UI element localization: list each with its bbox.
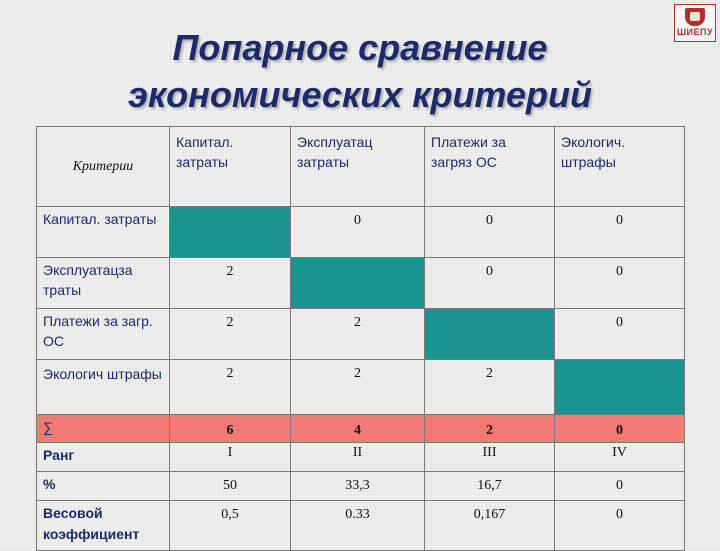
diagonal-cell [291, 258, 425, 309]
table-cell: 2 [291, 309, 425, 360]
diagonal-cell [555, 360, 685, 415]
column-header: Эксплуатац затраты [291, 127, 425, 207]
table-cell: 0 [425, 258, 555, 309]
university-logo [674, 4, 716, 42]
logo-text: ШИЕПУ [676, 27, 714, 37]
column-header: Платежи за загряз ОС [425, 127, 555, 207]
table-cell: 0 [555, 207, 685, 258]
row-label: Экологич штрафы [37, 360, 170, 415]
table-cell: 2 [291, 360, 425, 415]
weight-cell: 0,5 [170, 501, 291, 551]
sum-label: ∑ [37, 415, 170, 443]
row-label: Эксплуатацза траты [37, 258, 170, 309]
table-cell: 0 [555, 258, 685, 309]
table-cell: 2 [170, 360, 291, 415]
percent-cell: 0 [555, 472, 685, 501]
rank-cell: I [170, 443, 291, 472]
rank-label: Ранг [37, 443, 170, 472]
rank-row [37, 443, 685, 472]
diagonal-cell [425, 309, 555, 360]
table-row [37, 207, 685, 258]
sum-cell: 0 [555, 415, 685, 443]
table-cell: 2 [425, 360, 555, 415]
sum-cell: 6 [170, 415, 291, 443]
weight-cell: 0.33 [291, 501, 425, 551]
sum-cell: 4 [291, 415, 425, 443]
title-line-1: Попарное сравнение [172, 27, 548, 68]
row-label: Капитал. затраты [37, 207, 170, 258]
weight-row [37, 501, 685, 551]
table-row [37, 360, 685, 415]
weight-label: Весовой коэффициент [37, 501, 170, 551]
table-header-row [37, 127, 685, 207]
sum-row [37, 415, 685, 443]
slide-title [0, 24, 720, 118]
rank-cell: IV [555, 443, 685, 472]
table-cell: 0 [555, 309, 685, 360]
diagonal-cell [170, 207, 291, 258]
title-line-2: экономических критерий [128, 74, 592, 115]
shield-icon [685, 8, 705, 26]
sum-cell: 2 [425, 415, 555, 443]
percent-cell: 16,7 [425, 472, 555, 501]
rank-cell: II [291, 443, 425, 472]
corner-label: Критерии [37, 127, 170, 207]
table-row [37, 258, 685, 309]
table-cell: 0 [291, 207, 425, 258]
comparison-table [36, 126, 685, 551]
rank-cell: III [425, 443, 555, 472]
percent-cell: 33,3 [291, 472, 425, 501]
percent-label: % [37, 472, 170, 501]
table-cell: 0 [425, 207, 555, 258]
table-cell: 2 [170, 258, 291, 309]
column-header: Экологич. штрафы [555, 127, 685, 207]
table-row [37, 309, 685, 360]
percent-row [37, 472, 685, 501]
column-header: Капитал. затраты [170, 127, 291, 207]
weight-cell: 0 [555, 501, 685, 551]
table-cell: 2 [170, 309, 291, 360]
weight-cell: 0,167 [425, 501, 555, 551]
row-label: Платежи за загр. ОС [37, 309, 170, 360]
percent-cell: 50 [170, 472, 291, 501]
